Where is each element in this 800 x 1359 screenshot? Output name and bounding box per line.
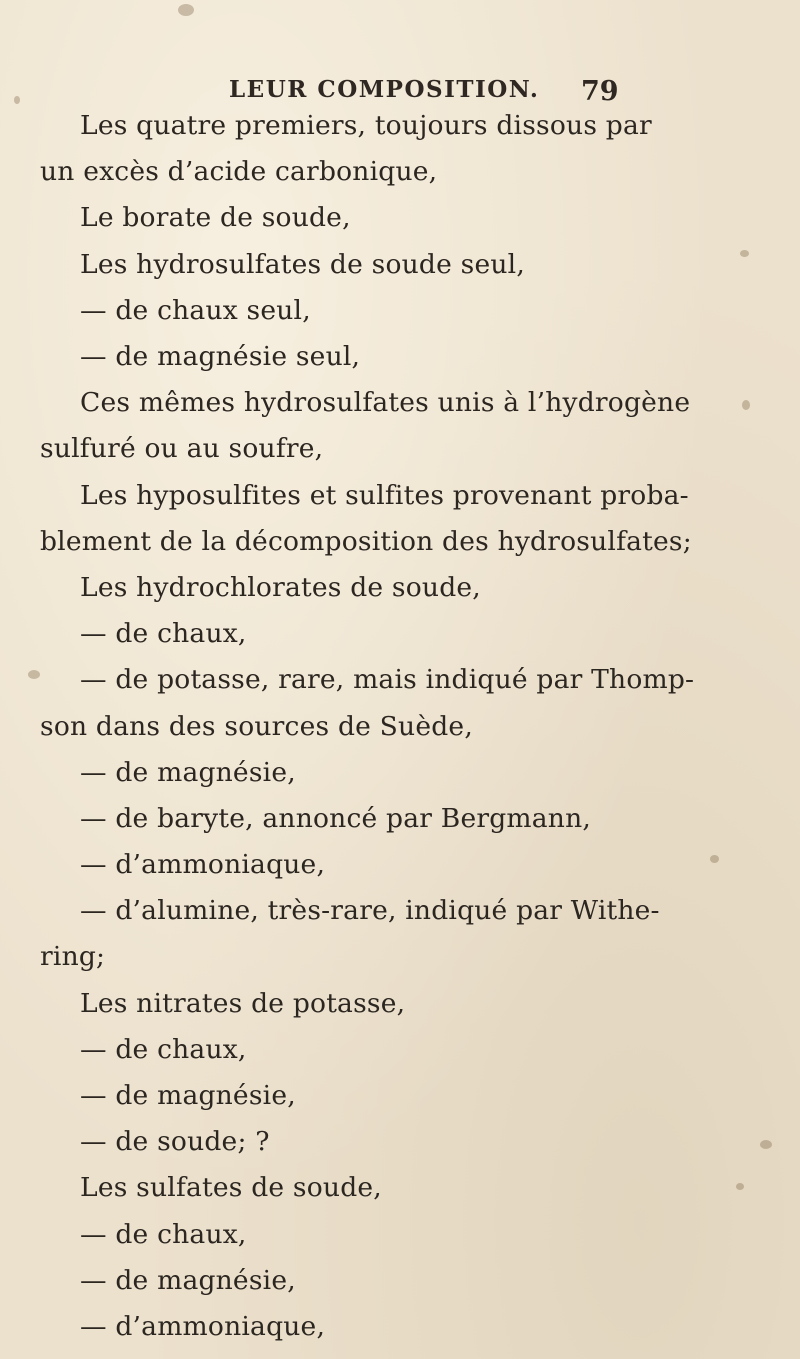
text-line: Les nitrates de potasse, (80, 987, 406, 1019)
text-line: — de magnésie, (80, 1080, 296, 1112)
text-line: blement de la décomposition des hydrosulfates; (40, 525, 692, 557)
text-line: Les hydrosulfates de soude seul, (80, 248, 525, 280)
text-line: — de chaux, (80, 618, 247, 650)
text-line: — de chaux, (80, 1218, 247, 1250)
page-header (0, 76, 800, 110)
text-line: sulfuré ou au soufre, (40, 433, 324, 465)
text-line: Ces mêmes hydrosulfates unis à l’hydrogène (80, 387, 691, 419)
text-line: Les quatre premiers, toujours dissous par (80, 110, 652, 141)
paper-speck (742, 400, 750, 410)
text-line: — de soude; ? (80, 1126, 270, 1158)
text-line: — d’ammoniaque, (80, 849, 326, 881)
text-line: — d’alumine, très-rare, indiqué par Withe- (80, 895, 660, 927)
text-line: — de chaux, (80, 1033, 247, 1065)
paper-speck (760, 1140, 772, 1149)
page-number: 79 (581, 76, 619, 107)
text-line: Les sulfates de soude, (80, 1172, 382, 1204)
paper-speck (28, 670, 40, 679)
paper-speck (710, 855, 719, 863)
paper-speck (178, 4, 194, 16)
text-line: Le borate de soude, (80, 202, 351, 234)
text-line: — de magnésie, (80, 756, 296, 788)
paper-speck (740, 250, 749, 257)
text-line: Les hydrochlorates de soude, (80, 571, 481, 603)
text-line: son dans des sources de Suède, (40, 710, 473, 742)
text-line: — de magnésie, (80, 1264, 296, 1296)
text-line: — de baryte, annoncé par Bergmann, (80, 802, 591, 834)
paper-speck (736, 1183, 744, 1190)
text-line: un excès d’acide carbonique, (40, 156, 438, 188)
text-line: — de potasse, rare, mais indiqué par Thomp- (80, 664, 695, 696)
text-line: — de chaux seul, (80, 294, 311, 326)
text-line: — d’ammoniaque, (80, 1311, 326, 1342)
text-line: ring; (40, 941, 106, 973)
text-line: — de magnésie seul, (80, 340, 361, 372)
running-head: LEUR COMPOSITION. (229, 76, 540, 103)
text-line: Les hyposulfites et sulfites provenant proba- (80, 479, 689, 511)
paper-speck (14, 96, 20, 104)
